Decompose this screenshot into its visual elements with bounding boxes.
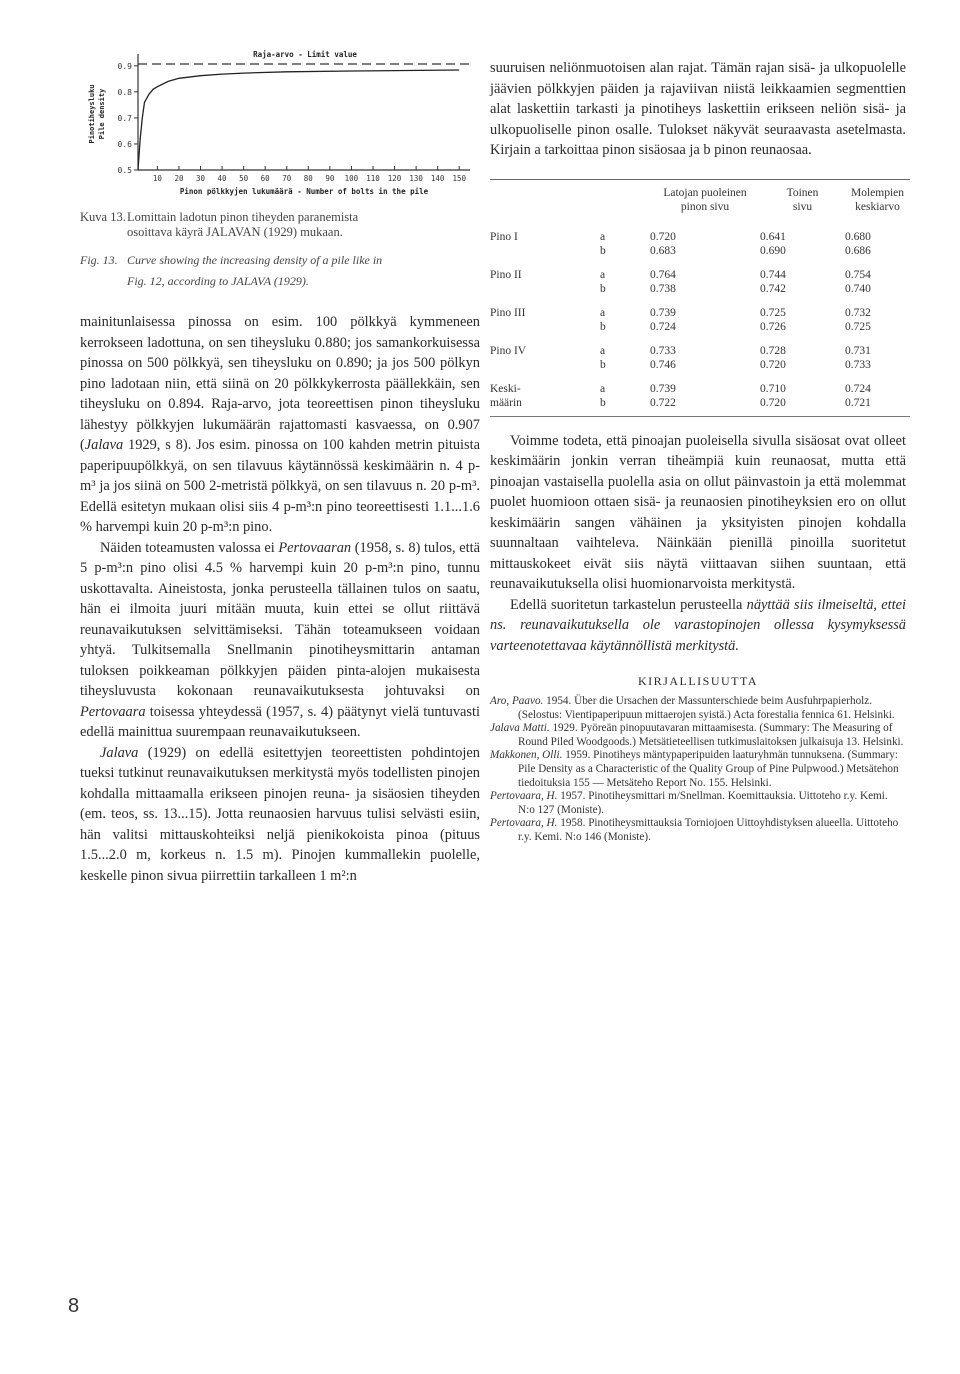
pile-name bbox=[490, 282, 600, 296]
left-column bbox=[80, 48, 480, 886]
table-row bbox=[490, 358, 910, 372]
density-value: 0.733 bbox=[650, 344, 676, 357]
density-value: 0.725 bbox=[845, 320, 871, 333]
references-title: KIRJALLISUUTTA bbox=[637, 674, 759, 688]
density-value: 0.731 bbox=[845, 344, 871, 357]
pile-name: Pino II bbox=[490, 268, 522, 281]
x-tick-label: 140 bbox=[430, 174, 445, 183]
y-tick-label: 0.6 bbox=[117, 139, 132, 149]
x-tick-label: 90 bbox=[325, 174, 335, 183]
caption-fi-label: Kuva 13. bbox=[80, 210, 126, 224]
caption-finnish bbox=[80, 210, 480, 240]
x-tick-label: 110 bbox=[366, 174, 380, 183]
density-value: 0.724 bbox=[650, 320, 676, 333]
part-letter: a bbox=[600, 382, 606, 395]
density-value: 0.754 bbox=[845, 268, 871, 281]
density-value: 0.746 bbox=[650, 358, 676, 371]
part-letter: b bbox=[600, 282, 606, 295]
density-value: 0.690 bbox=[760, 244, 786, 257]
part-letter: a bbox=[600, 306, 606, 319]
pile-name: Pino IV bbox=[490, 344, 527, 357]
y-tick-label: 0.9 bbox=[117, 61, 132, 71]
page-number: 8 bbox=[68, 1295, 80, 1317]
table-bottom-rule bbox=[490, 416, 910, 417]
part-letter: a bbox=[600, 344, 606, 357]
reference-item bbox=[490, 722, 906, 749]
reference-author: Jalava Matti. bbox=[490, 722, 550, 735]
y-tick-label: 0.7 bbox=[117, 113, 132, 123]
table-row bbox=[490, 220, 910, 244]
density-value: 0.764 bbox=[650, 268, 676, 281]
density-value: 0.641 bbox=[760, 230, 786, 243]
reference-author: Makkonen, Olli. bbox=[490, 749, 563, 762]
x-tick-label: 70 bbox=[282, 174, 292, 183]
reference-text: 1954. Über die Ursachen der Massunterschiede beim Ausfuhrpapierholz. (Selostus: Vientipaperipuun mittaerojen syistä.) Acta forestalia fennica 61. Helsinki. bbox=[518, 695, 895, 721]
reference-item bbox=[490, 790, 906, 817]
paragraph-3: Jalava (1929) on edellä esitettyjen teoreettisten pohdintojen tueksi tutkinut reunavaikutuksen merkitystä myös todellisten pinojen kohdalla mittaamalla erikseen pinojen reuna- ja sisäosien tiheyden (em. teos, ss. 13...15). Jotta reunaosien harvuus tulisi selvästi esiin, hän valitsi mittauskohteiksi neljä pienikokoista pinoa (pituus 1.5...2.0 m, korkeus n. 1.5 m). Pinojen kummallekin puolelle, keskelle pinon sivua piirrettiin tarkalleen 1 m²:n bbox=[80, 744, 480, 884]
paragraph-continued: suuruisen neliönmuotoisen alan rajat. Tämän rajan sisä- ja ulkopuolelle jäävien pölkkyjen päiden ja rajaviivan niistä leikkaamien segmenttien alat laskettiin tarkasti ja pinotiheys laskettiin erikseen neliön sisä- ja ulkopuoliselle pinon osalle. Tulokset näkyvät seuraavasta asetelmasta. Kirjain a tarkoittaa pinon sisäosaa ja b pinon reunaosaa. bbox=[490, 60, 906, 158]
right-column bbox=[490, 58, 906, 845]
reference-author: Pertovaara, H. bbox=[490, 790, 558, 803]
left-body-text bbox=[80, 312, 480, 886]
reference-author: Aro, Paavo. bbox=[490, 695, 544, 707]
density-value: 0.720 bbox=[650, 230, 676, 243]
table-row bbox=[490, 258, 910, 282]
paragraph-conclusion-2: Edellä suoritetun tarkastelun perusteella näyttää siis ilmeiseltä, ettei ns. reunavaikutuksella ole varastopinojen ollessa kysymyksessä varteenotettavaa käytännöllistä merkitystä. bbox=[490, 596, 906, 654]
density-value: 0.733 bbox=[845, 358, 871, 371]
density-value: 0.721 bbox=[845, 396, 871, 409]
right-body-bottom bbox=[490, 431, 906, 657]
reference-item bbox=[490, 749, 906, 790]
reference-text: 1957. Pinotiheysmittari m/Snellman. Koemittauksia. Uittoteho r.y. Kemi. N:o 127 (Moniste). bbox=[518, 790, 888, 816]
pile-name bbox=[490, 244, 600, 258]
density-curve bbox=[138, 70, 459, 170]
reference-text: 1958. Pinotiheysmittauksia Torniojoen Uittoyhdistyksen alueella. Uittoteho r.y. Kemi. N:o 146 (Moniste). bbox=[518, 817, 899, 843]
density-value: 0.683 bbox=[650, 244, 676, 257]
paragraph-2: Näiden toteamusten valossa ei Pertovaaran (1958, s. 8) tulos, että 5 p-m³:n pino olisi 4.5 % harvempi kuin 20 p-m³:n pino, tunnu uskottavalta. Aineistosta, jonka perusteella tällainen tulos on saatu, hän ei ilmoita juuri mitään muuta, kuin ettei se ollut riittävä reunavaikutuksen selvittämiseksi. Tähän toteamukseen voidaan yhtyä. Tulkitsemalla Snellmanin pinotiheysmittarin antaman tuloksen poikkeaman pölkkyjen päiden pinta-alojen mukaisesta tiheysluvusta kokonaan reunavaikutuksesta johtuvaksi on Pertovaara toisessa yhteydessä (1957, s. 4) päätynyt vielä tuntuvasti edellä mainittua suurempaan reunavaikutukseen. bbox=[80, 539, 480, 740]
table-row bbox=[490, 372, 910, 396]
density-value: 0.732 bbox=[845, 306, 871, 319]
part-letter: a bbox=[600, 268, 606, 281]
pile-name: Pino III bbox=[490, 306, 526, 319]
part-letter: b bbox=[600, 244, 606, 257]
reference-author: Pertovaara, H. bbox=[490, 817, 558, 830]
reference-item bbox=[490, 817, 906, 844]
density-chart bbox=[80, 48, 480, 198]
pile-name: Pino I bbox=[490, 230, 518, 243]
density-value: 0.686 bbox=[845, 244, 871, 257]
table-header-row bbox=[490, 180, 910, 220]
limit-value-label: Raja-arvo - Limit value bbox=[253, 49, 357, 59]
density-figure bbox=[80, 48, 480, 198]
pile-name: määrin bbox=[490, 396, 522, 409]
x-tick-label: 30 bbox=[196, 174, 206, 183]
density-value: 0.680 bbox=[845, 230, 871, 243]
references-list bbox=[490, 695, 906, 845]
pile-name bbox=[490, 358, 600, 372]
density-value: 0.728 bbox=[760, 344, 786, 357]
x-tick-label: 10 bbox=[152, 174, 162, 183]
x-tick-label: 80 bbox=[303, 174, 313, 183]
y-tick-label: 0.8 bbox=[117, 87, 132, 97]
table-row bbox=[490, 334, 910, 358]
reference-text: 1959. Pinotiheys mäntypaperipuiden laaturyhmän tunnuksena. (Summary: Pile Density as a Characteristic of the Quality Group of Pine Pulpwood.) Metsätehon tiedoituksia 155 — Metsäteho Report No. 155. Helsinki. bbox=[518, 749, 899, 789]
part-letter: b bbox=[600, 396, 606, 409]
caption-fi-line-2: osoittava käyrä JALAVAN (1929) mukaan. bbox=[127, 225, 343, 239]
table-row bbox=[490, 282, 910, 296]
density-value: 0.726 bbox=[760, 320, 786, 333]
x-axis-label: Pinon pölkkyjen lukumäärä - Number of bolts in the pile bbox=[179, 187, 429, 196]
x-tick-label: 150 bbox=[452, 174, 466, 183]
reference-item bbox=[490, 695, 906, 722]
density-value: 0.720 bbox=[760, 396, 786, 409]
x-tick-label: 120 bbox=[387, 174, 402, 183]
caption-english bbox=[80, 250, 480, 292]
header-average: Molempien keskiarvo bbox=[850, 186, 905, 213]
reference-text: 1929. Pyöreän pinopuutavaran mittaamisesta. (Summary: The Measuring of Round Piled Woodgoods.) Metsätieteellisen tutkimuslaitoksen julkaisuja 13. Helsinki. bbox=[518, 722, 904, 748]
y-axis-label: Pinotiheysluku bbox=[88, 84, 96, 144]
caption-en-line-2: Fig. 12, according to JALAVA (1929). bbox=[127, 274, 309, 288]
header-loader-side: Latojan puoleinen pinon sivu bbox=[663, 186, 747, 213]
density-value: 0.720 bbox=[760, 358, 786, 371]
right-body-top bbox=[490, 58, 906, 161]
part-letter: b bbox=[600, 320, 606, 333]
part-letter: b bbox=[600, 358, 606, 371]
paragraph-conclusion-1: Voimme todeta, että pinoajan puoleisella sivulla sisäosat ovat olleet keskimäärin jonkin verran tiheämpiä kuin reunaosat, mutta että pinoajan vastaisella puolella asia on ollut päinvastoin ja että molemmat puolet huomioon ottaen sisä- ja reunaosien pinotiheyksien ero on ollut keskimäärin sangen vähäinen ja yksityisten pinojen kohdalla suunnaltaan vaihteleva. Näinkään pienillä pinoilla suoritetut mittauskokeet eivät siis näytä viittaavan siihen suuntaan, että reunavaikutuksella olisi huomionarvoista merkitystä. bbox=[490, 432, 906, 592]
y-axis-label: Pile density bbox=[98, 88, 106, 140]
caption-en-line-1: Curve showing the increasing density of a pile like in bbox=[127, 253, 383, 267]
x-tick-label: 50 bbox=[239, 174, 249, 183]
table-row bbox=[490, 396, 910, 410]
x-tick-label: 130 bbox=[409, 174, 423, 183]
density-value: 0.725 bbox=[760, 306, 786, 319]
header-other-side: Toinen sivu bbox=[786, 186, 819, 213]
x-tick-label: 20 bbox=[174, 174, 184, 183]
caption-fi-line-1: Lomittain ladotun pinon tiheyden paranemista bbox=[127, 210, 359, 224]
density-value: 0.739 bbox=[650, 382, 676, 395]
table bbox=[490, 180, 910, 410]
x-tick-label: 60 bbox=[260, 174, 270, 183]
table-row bbox=[490, 244, 910, 258]
density-value: 0.724 bbox=[845, 382, 871, 395]
density-value: 0.722 bbox=[650, 396, 676, 409]
pile-name: Keski- bbox=[490, 382, 521, 395]
x-tick-label: 40 bbox=[217, 174, 227, 183]
table-row bbox=[490, 320, 910, 334]
density-value: 0.738 bbox=[650, 282, 676, 295]
density-value: 0.740 bbox=[845, 282, 871, 295]
pile-name bbox=[490, 320, 600, 334]
density-value: 0.710 bbox=[760, 382, 786, 395]
density-value: 0.742 bbox=[760, 282, 786, 295]
density-table bbox=[490, 179, 910, 417]
caption-en-label: Fig. 13. bbox=[80, 253, 118, 267]
table-row bbox=[490, 296, 910, 320]
paragraph-1: mainitunlaisessa pinossa on esim. 100 pölkkyä kymmeneen kerrokseen ladottuna, on sen tiheysluku 0.880; jos samankorkuisessa pinossa on 500 pölkkyä, sen tiheysluku on 0.890; ja jos 500 pölkyn pino ladotaan niin, että siinä on 20 pölkkykerrosta päällekkäin, sen tiheysluku on 0.894. Raja-arvo, jota teoreettisen pinon tiheysluku lähestyy pölkkyjen lukumäärän rajattomasti kasvaessa, on 0.907 (Jalava 1929, s 8). Jos esim. pinossa on 100 kahden metrin pituista paperipuupölkkyä, on sen tilavuus käytännössä keskimäärin n. 4 p-m³ ja jos siinä on 500 2-metristä pölkkyä, on sen tilavuus n. 20 p-m³. Edellä esitetyn mukaan olisi siis 4 p-m³:n pino teoreettisesti 1.1...1.6 % harvempi kuin 20 p-m³:n pino. bbox=[80, 314, 480, 535]
part-letter: a bbox=[600, 230, 606, 243]
density-value: 0.744 bbox=[760, 268, 786, 281]
y-tick-label: 0.5 bbox=[117, 166, 132, 175]
x-tick-label: 100 bbox=[344, 174, 359, 183]
density-value: 0.739 bbox=[650, 306, 676, 319]
